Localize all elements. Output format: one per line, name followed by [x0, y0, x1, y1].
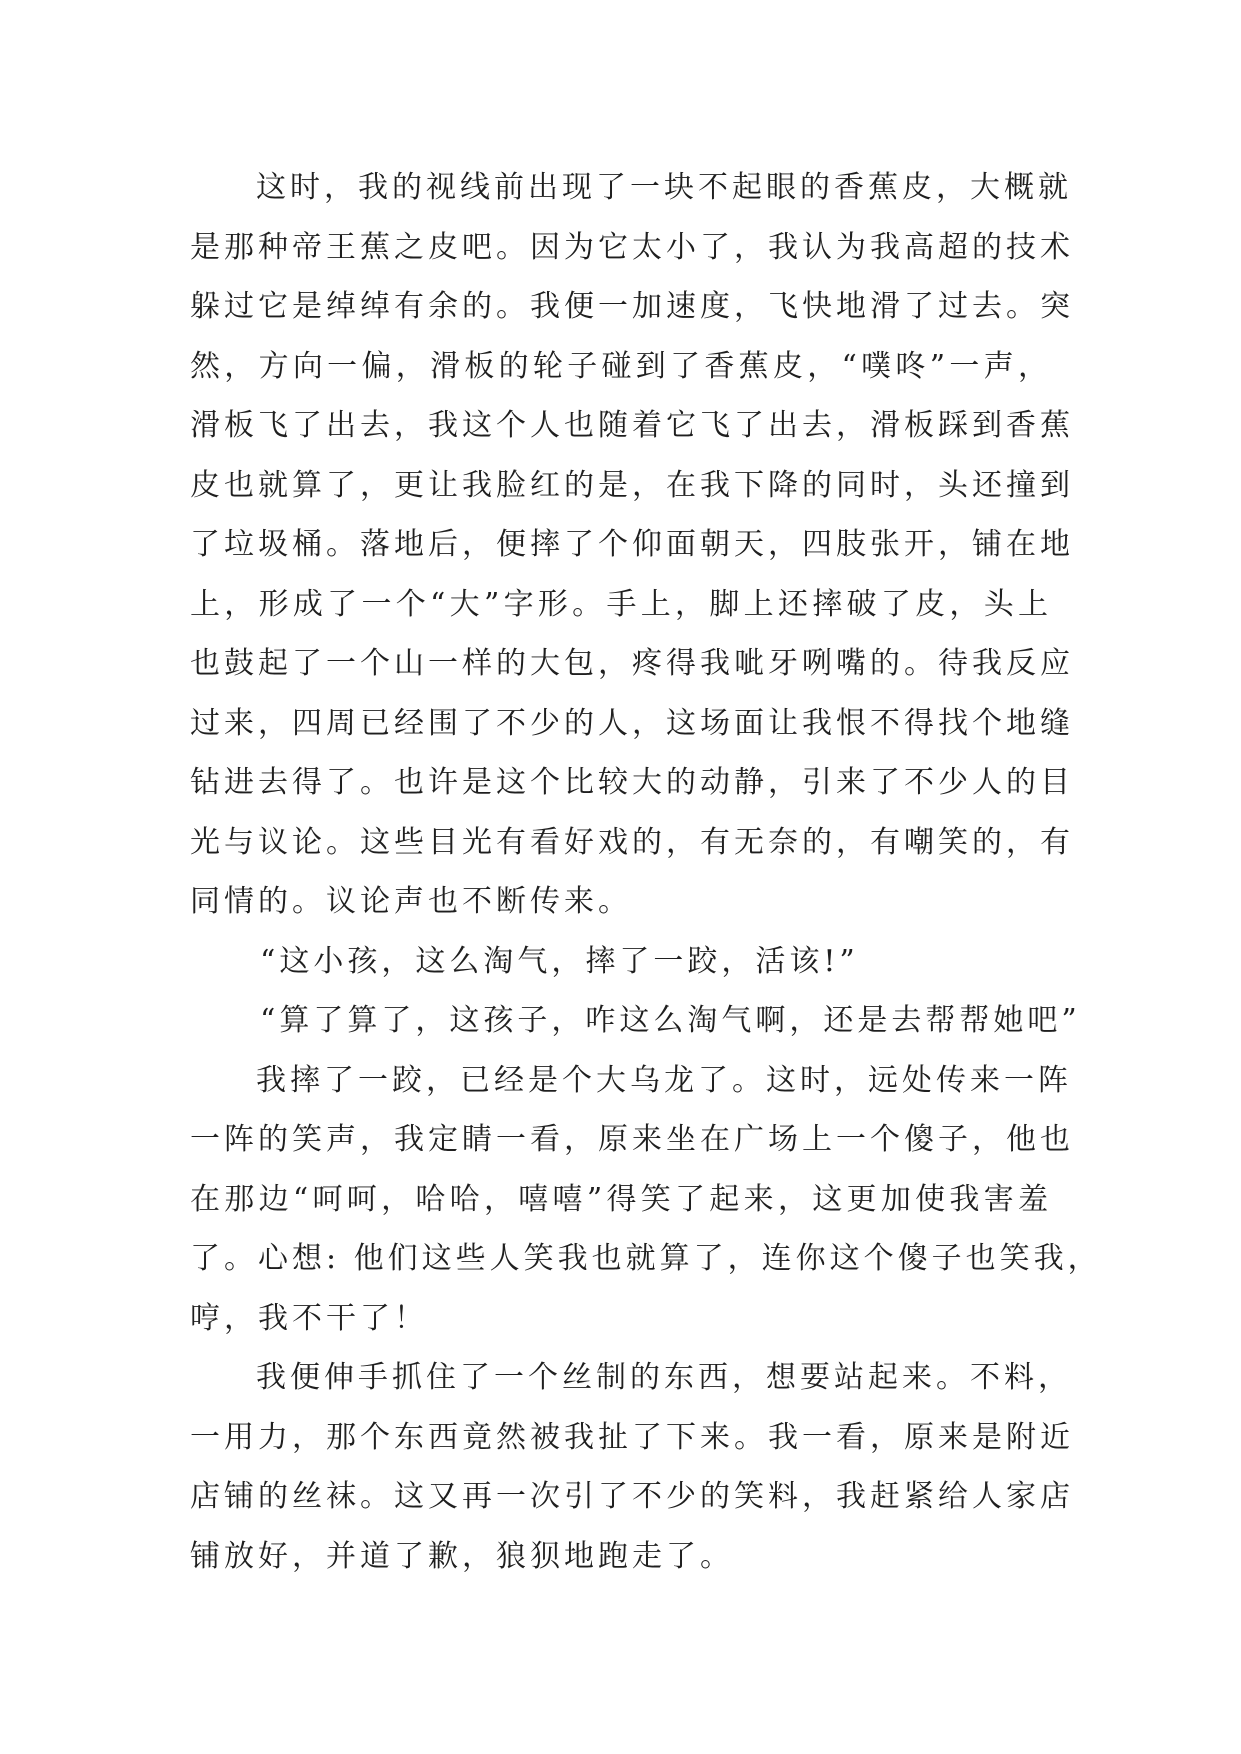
text-line: 一用力，那个东西竟然被我扯了下来。我一看，原来是附近 [190, 1419, 1074, 1455]
text-line: 我摔了一跤，已经是个大乌龙了。这时，远处传来一阵 [256, 1062, 1072, 1098]
text-line: 同情的。议论声也不断传来。 [190, 884, 632, 919]
text-line: 是那种帝王蕉之皮吧。因为它太小了，我认为我高超的技术 [190, 229, 1074, 265]
paragraph-3 [190, 991, 1081, 1051]
text-line: 皮也就算了，更让我脸红的是，在我下降的同时，头还撞到 [190, 467, 1074, 503]
paragraph-2 [190, 932, 1052, 992]
text-line: 哼，我不干了！ [190, 1300, 428, 1336]
paragraph-1 [190, 158, 1074, 932]
text-line: 滑板飞了出去，我这个人也随着它飞了出去，滑板踩到香蕉 [190, 408, 1074, 443]
body-text [190, 158, 1102, 1586]
text-line: 过来，四周已经围了不少的人，这场面让我恨不得找个地缝 [190, 705, 1074, 741]
text-line: 我便伸手抓住了一个丝制的东西，想要站起来。不料， [256, 1360, 1072, 1395]
paragraph-5 [190, 1348, 1074, 1586]
text-line: 店铺的丝袜。这又再一次引了不少的笑料，我赶紧给人家店 [190, 1479, 1074, 1514]
paragraph-4 [190, 1051, 1102, 1349]
text-line: 光与议论。这些目光有看好戏的，有无奈的，有嘲笑的，有 [190, 824, 1074, 860]
text-line: 了垃圾桶。落地后，便摔了个仰面朝天，四肢张开，铺在地 [190, 527, 1074, 562]
text-line: 上，形成了一个“大”字形。手上，脚上还摔破了皮，头上 [190, 586, 1052, 622]
text-line: “算了算了，这孩子，咋这么淘气啊，还是去帮帮她吧” [260, 1003, 1081, 1038]
text-line: 铺放好，并道了歉，狼狈地跑走了。 [190, 1538, 734, 1574]
text-line: 然，方向一偏，滑板的轮子碰到了香蕉皮，“噗咚”一声， [190, 348, 1052, 384]
text-line: 一阵的笑声，我定睛一看，原来坐在广场上一个傻子，他也 [190, 1122, 1074, 1157]
text-line: 也鼓起了一个山一样的大包，疼得我呲牙咧嘴的。待我反应 [190, 646, 1074, 681]
text-line: 钻进去得了。也许是这个比较大的动静，引来了不少人的目 [190, 765, 1074, 800]
text-line: 这时，我的视线前出现了一块不起眼的香蕉皮，大概就 [256, 170, 1072, 205]
text-line: 了。心想: 他们这些人笑我也就算了，连你这个傻子也笑我， [190, 1241, 1102, 1276]
text-line: 在那边“呵呵，哈哈，嘻嘻”得笑了起来，这更加使我害羞 [190, 1181, 1052, 1217]
text-line: “这小孩，这么淘气，摔了一跤，活该!” [260, 943, 859, 979]
text-line: 躲过它是绰绰有余的。我便一加速度，飞快地滑了过去。突 [190, 289, 1074, 324]
